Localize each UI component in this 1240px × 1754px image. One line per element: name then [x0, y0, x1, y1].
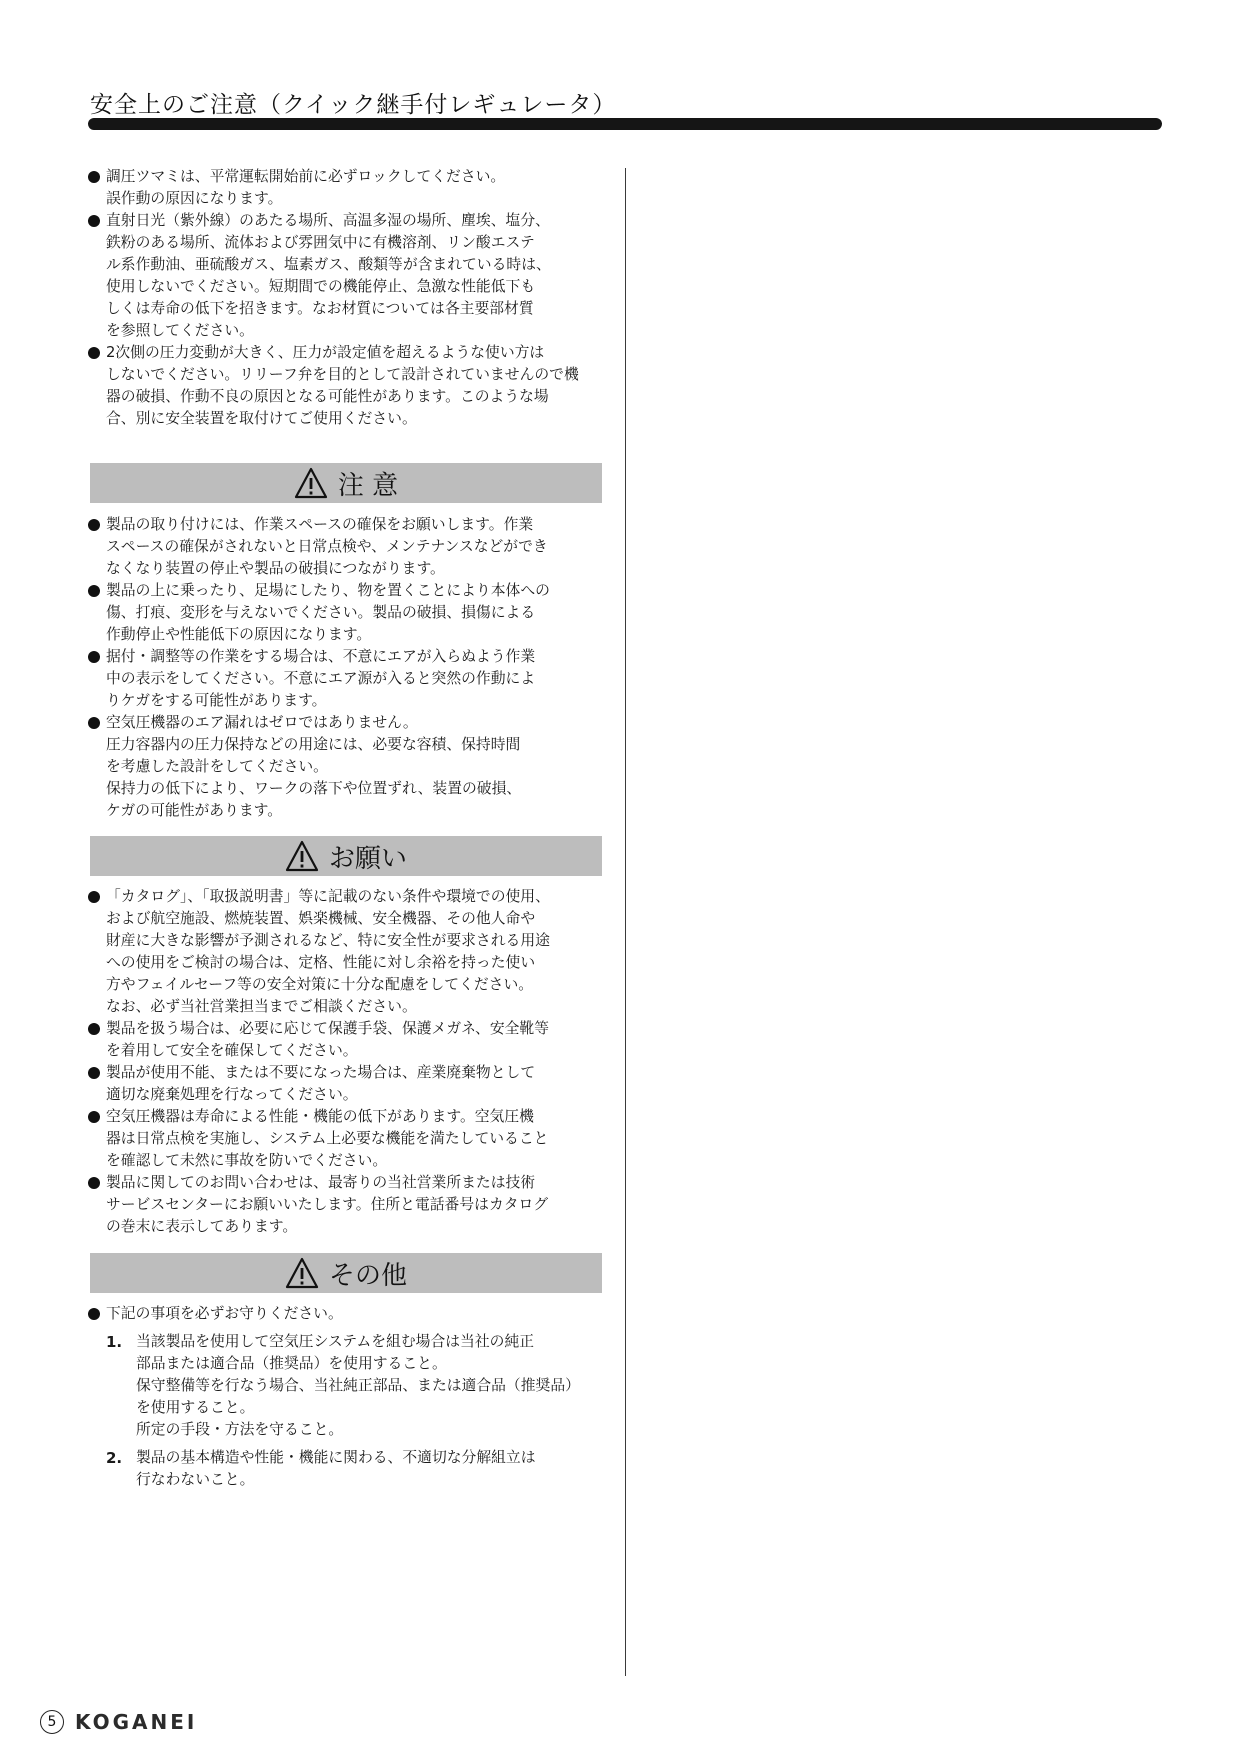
request-line: 製品が使用不能、または不要になった場合は、産業廃棄物として: [106, 1064, 536, 1081]
bullet-icon: [88, 1177, 100, 1189]
other-banner: [90, 1253, 602, 1293]
intro-line: を参照してください。: [106, 322, 254, 339]
numbered-line: を使用すること。: [136, 1399, 255, 1416]
request-line: 器は日常点検を実施し、システム上必要な機能を満たしていること: [106, 1130, 549, 1147]
intro-line: 合、別に安全装置を取付けてご使用ください。: [106, 410, 417, 427]
request-line: 方やフェイルセーフ等の安全対策に十分な配慮をしてください。: [106, 976, 534, 993]
warning-triangle-icon: [285, 840, 319, 872]
intro-line: 直射日光（紫外線）のあたる場所、高温多湿の場所、塵埃、塩分、: [106, 212, 550, 229]
caution-line: 保持力の低下により、ワークの落下や位置ずれ、装置の破損、: [106, 780, 522, 797]
bullet-icon: [88, 585, 100, 597]
caution-line: ケガの可能性があります。: [106, 802, 283, 819]
column-divider: [625, 168, 626, 1676]
intro-line: 誤作動の原因になります。: [106, 190, 283, 207]
brand-logo: KOGANEI: [75, 1710, 198, 1734]
caution-line: 中の表示をしてください。不意にエア源が入ると突然の作動によ: [106, 670, 536, 687]
request-item: [88, 1106, 602, 1172]
request-item: [88, 1062, 602, 1106]
caution-line: 作動停止や性能低下の原因になります。: [106, 626, 372, 643]
numbered-item: [88, 1331, 602, 1441]
caution-line: 製品の上に乗ったり、足場にしたり、物を置くことにより本体への: [106, 582, 550, 599]
request-line: 空気圧機器は寿命による性能・機能の低下があります。空気圧機: [106, 1108, 534, 1125]
request-line: 「カタログ」、「取扱説明書」等に記載のない条件や環境での使用、: [106, 888, 550, 905]
request-label: お願い: [328, 843, 407, 874]
intro-line: 鉄粉のある場所、流体および雰囲気中に有機溶剤、リン酸エステ: [106, 234, 535, 251]
numbered-line: 製品の基本構造や性能・機能に関わる、不適切な分解組立は: [136, 1449, 536, 1466]
bullet-icon: [88, 891, 100, 903]
caution-line: スペースの確保がされないと日常点検や、メンテナンスなどができ: [106, 538, 548, 555]
request-line: を着用して安全を確保してください。: [106, 1042, 358, 1059]
numbered-line: 所定の手段・方法を守ること。: [136, 1421, 344, 1438]
request-line: を確認して未然に事故を防いでください。: [106, 1152, 388, 1169]
request-line: および航空施設、燃焼装置、娯楽機械、安全機器、その他人命や: [106, 910, 536, 927]
caution-line: 圧力容器内の圧力保持などの用途には、必要な容積、保持時間: [106, 736, 521, 753]
caution-section: [88, 514, 602, 822]
intro-line: 使用しないでください。短期間での機能停止、急激な性能低下も: [106, 278, 536, 295]
warning-triangle-icon: [294, 467, 328, 499]
other-label: その他: [328, 1260, 407, 1291]
numbered-line: 当該製品を使用して空気圧システムを組む場合は当社の純正: [136, 1333, 535, 1350]
numbered-line: 行なわないこと。: [136, 1471, 255, 1488]
caution-label: 注 意: [337, 470, 399, 501]
intro-line: 器の破損、作動不良の原因となる可能性があります。このような場: [106, 388, 549, 405]
request-line: サービスセンターにお願いいたします。住所と電話番号はカタログ: [106, 1196, 549, 1213]
request-line: への使用をご検討の場合は、定格、性能に対し余裕を持った使い: [106, 954, 536, 971]
intro-line: しくは寿命の低下を招きます。なお材質については各主要部材質: [106, 300, 534, 317]
other-section: [88, 1303, 602, 1491]
page-title: 安全上のご注意（クイック継手付レギュレータ）: [90, 92, 617, 118]
other-lead: [88, 1303, 602, 1325]
bullet-icon: [88, 1067, 100, 1079]
caution-line: 空気圧機器のエア漏れはゼロではありません。: [106, 714, 418, 731]
caution-item: [88, 646, 602, 712]
other-lead-text: 下記の事項を必ずお守りください。: [106, 1305, 343, 1322]
request-item: [88, 1018, 602, 1062]
numbered-line: 部品または適合品（推奨品）を使用すること。: [136, 1355, 447, 1372]
request-line: 製品に関してのお問い合わせは、最寄りの当社営業所または技術: [106, 1174, 536, 1191]
request-line: なお、必ず当社営業担当までご相談ください。: [106, 998, 417, 1015]
request-section: [88, 886, 602, 1238]
bullet-icon: [88, 1308, 100, 1320]
request-line: の巻末に表示してあります。: [106, 1218, 298, 1235]
bullet-icon: [88, 717, 100, 729]
caution-line: 傷、打痕、変形を与えないでください。製品の破損、損傷による: [106, 604, 536, 621]
request-line: 適切な廃棄処理を行なってください。: [106, 1086, 358, 1103]
item-number: 1.: [106, 1333, 123, 1351]
intro-section: [88, 166, 602, 430]
intro-line: しないでください。リリーフ弁を目的として設計されていませんので機: [106, 366, 579, 383]
caution-item: [88, 514, 602, 580]
caution-line: 据付・調整等の作業をする場合は、不意にエアが入らぬよう作業: [106, 648, 536, 665]
caution-line: 製品の取り付けには、作業スペースの確保をお願いします。作業: [106, 516, 534, 533]
intro-line: 2次側の圧力変動が大きく、圧力が設定値を超えるような使い方は: [106, 344, 545, 361]
intro-line: ル系作動油、亜硫酸ガス、塩素ガス、酸類等が含まれている時は、: [106, 256, 551, 273]
caution-line: りケガをする可能性があります。: [106, 692, 327, 709]
request-item: [88, 886, 602, 1018]
bullet-icon: [88, 171, 100, 183]
request-item: [88, 1172, 602, 1238]
numbered-line: 保守整備等を行なう場合、当社純正部品、または適合品（推奨品）: [136, 1377, 580, 1394]
item-number: 2.: [106, 1449, 123, 1467]
request-banner: [90, 836, 602, 876]
bullet-icon: [88, 651, 100, 663]
bullet-icon: [88, 347, 100, 359]
caution-line: なくなり装置の停止や製品の破損につながります。: [106, 560, 445, 577]
caution-banner: [90, 463, 602, 503]
intro-line: 調圧ツマミは、平常運転開始前に必ずロックしてください。: [106, 168, 506, 185]
title-rule: [88, 118, 1162, 130]
bullet-icon: [88, 215, 100, 227]
bullet-icon: [88, 519, 100, 531]
caution-item: [88, 580, 602, 646]
caution-line: を考慮した設計をしてください。: [106, 758, 328, 775]
numbered-item: [88, 1447, 602, 1491]
request-line: 財産に大きな影響が予測されるなど、特に安全性が要求される用途: [106, 932, 550, 949]
request-line: 製品を扱う場合は、必要に応じて保護手袋、保護メガネ、安全靴等: [106, 1020, 550, 1037]
intro-item: [88, 342, 602, 430]
warning-triangle-icon: [285, 1257, 319, 1289]
page-number: 5: [40, 1710, 64, 1734]
intro-item: [88, 210, 602, 342]
caution-item: [88, 712, 602, 822]
intro-item: [88, 166, 602, 210]
bullet-icon: [88, 1111, 100, 1123]
bullet-icon: [88, 1023, 100, 1035]
